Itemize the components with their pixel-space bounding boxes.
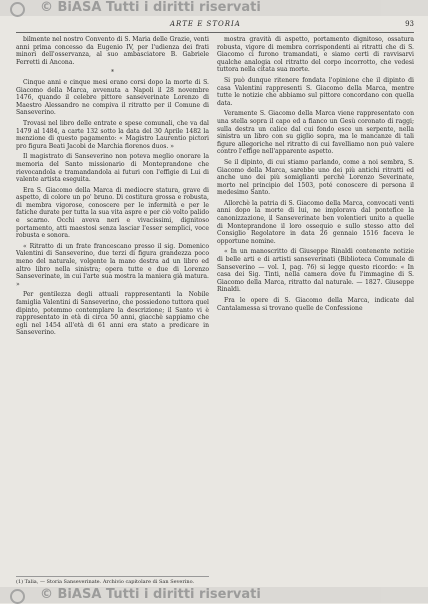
running-title: ARTE E STORIA [170, 20, 241, 28]
page-header [16, 20, 414, 33]
watermark-logo-icon [10, 2, 25, 17]
left-column [16, 36, 209, 340]
page-number: 93 [405, 20, 414, 28]
right-column [217, 36, 414, 315]
paragraph: bilmente nel nostro Convento di S. Maria delle Grazie, venti anni prima concesso da Eugenio IV, per l'udienza dei frati minori dell'osservanza, al suo ambasciatore B. Gabriele Ferretti di Ancona. [16, 36, 209, 66]
watermark-top [0, 0, 428, 16]
paragraph: Il magistrato di Sanseverino non poteva meglio onorare la memoria del Santo missionario di Monteprandone che rievocandola e tramandandola ai futuri con l'effigie di Lui di valente artista eseguita. [16, 153, 209, 184]
paragraph: Era S. Giacomo della Marca di mediocre statura, grave di aspetto, di colore un po' bruno. Di costitura grossa e robusta, di membra vigorose, conoscere per le infermità e per le fatiche durate per tutta la sua vita aspre e per ciò volto palido e scarno. Occhi aveva neri e vivacissimi, dignitoso portamento, atti maestosi senza lasciar l'esser semplici, voce robusta e sonora. [16, 186, 209, 240]
paragraph: Veramente S. Giacomo della Marca viene rappresentato con una stella sopra il capo ed a fianco un Gesù coronato di raggi; sulla destra un calice dal cui fondo esce un serpente, nella sinistra un libro con su giglio sopra, ma le mancanze di tali figure allegoriche nel ritratto di cui favelliamo non può valere contro l'effige nell'apparente aspetto. [217, 110, 414, 156]
paragraph: Cinque anni e cinque mesi erano corsi dopo la morte di S. Giacomo della Marca, avvenuta a Napoli il 28 novembre 1476, quando il celebre pittore sanseverinate Lorenzo di Maestro Alessandro ne compiva il ritratto per il Comune di Sanseverino. [16, 78, 209, 117]
watermark-text: © BiASA Tutti i diritti riservati [40, 0, 261, 15]
paragraph: Fra le opere di S. Giacomo della Marca, indicate dal Cantalamessa si trovano quelle de Confessione [217, 297, 414, 312]
paragraph: Allorchè la patria di S. Giacomo della Marca, convocati venti anni dopo la morte di lui, ne implorava dal pontefice la canonizzazione, il Sanseverinate ben volentieri unito a quelle di Monteprandone il loro ossequio e sullo stesso atto del Consiglio Regolatore in data 26 gennaio 1516 faceva le opportune nomine. [217, 199, 414, 245]
section-divider: * [110, 69, 115, 77]
paragraph: « Ritratto di un frate francescano presso il sig. Domenico Valentini di Sanseverino, due terzi di figura grandezza poco meno del naturale, volgente la mano destra ad un libro ed altro libro nella sinistra; opera tutte e due di Lorenzo Sanseverinate, in cui l'arte sua mostra la maniera già matura. » [16, 242, 209, 288]
watermark-bottom [0, 587, 428, 603]
watermark-logo-icon [10, 589, 25, 604]
paragraph: Trovasi nel libro delle entrate e spese comunali, che va dal 1479 al 1484, a carte 132 sotto la data del 30 Aprile 1482 la menzione di questo pagamento: « Magistro Laurentio pictori pro figura Beati Jacobi de Marchia florenos duos. » [16, 119, 209, 150]
paragraph: mostra gravità di aspetto, portamento dignitoso, ossatura robusta, vigore di membra corrispondenti ai ritratti che di S. Giacomo ci furono tramandati, e siamo certi di ravvisarvi qualche analogia col ritratto del corpo incorrotto, che vedesi tuttora nella citata sua morte. [217, 36, 414, 74]
paragraph: Se il dipinto, di cui stiamo parlando, come a noi sembra, S. Giacomo della Marca, sarebbe uno dei più antichi ritratti ed anche uno dei più somiglianti perchè Lorenzo Severinate, morto nel principio del 1503, poté conoscere di persona il medesimo Santo. [217, 158, 414, 197]
paragraph: Si può dunque ritenere fondata l'opinione che il dipinto di casa Valentini rappresenti S. Giacomo della Marca, mentre tutte le notizie che abbiamo sul pittore concordano con quella data. [217, 76, 414, 107]
footnote: (1) Talia, — Storia Sanseverinate. Archivio capitolare di San Severino. [16, 576, 209, 585]
watermark-text: © BiASA Tutti i diritti riservati [40, 587, 261, 602]
paragraph: Per gentilezza degli attuali rappresentanti la Nobile famiglia Valentini di Sanseverino, che possiedono tuttora quel dipinto, potemmo contemplare la descrizione; il Santo vi è rappresentato in età di circa 50 anni, giacchè sappiamo che egli nel 1454 all'età di 61 anni era stato a predicare in Sanseverino. [16, 291, 209, 337]
paragraph: « In un manoscritto di Giuseppe Rinaldi contenente notizie di belle arti e di artisti sanseverinati (Biblioteca Comunale di Sanseverino — vol. I, pag. 76) si legge questo ricordo: « In casa dei Sig. Tinti, nella camera dove fu l'immagine di S. Giacomo della Marca, ritratto dal naturale. — 1827. Giuseppe Rinaldi. [217, 248, 414, 294]
